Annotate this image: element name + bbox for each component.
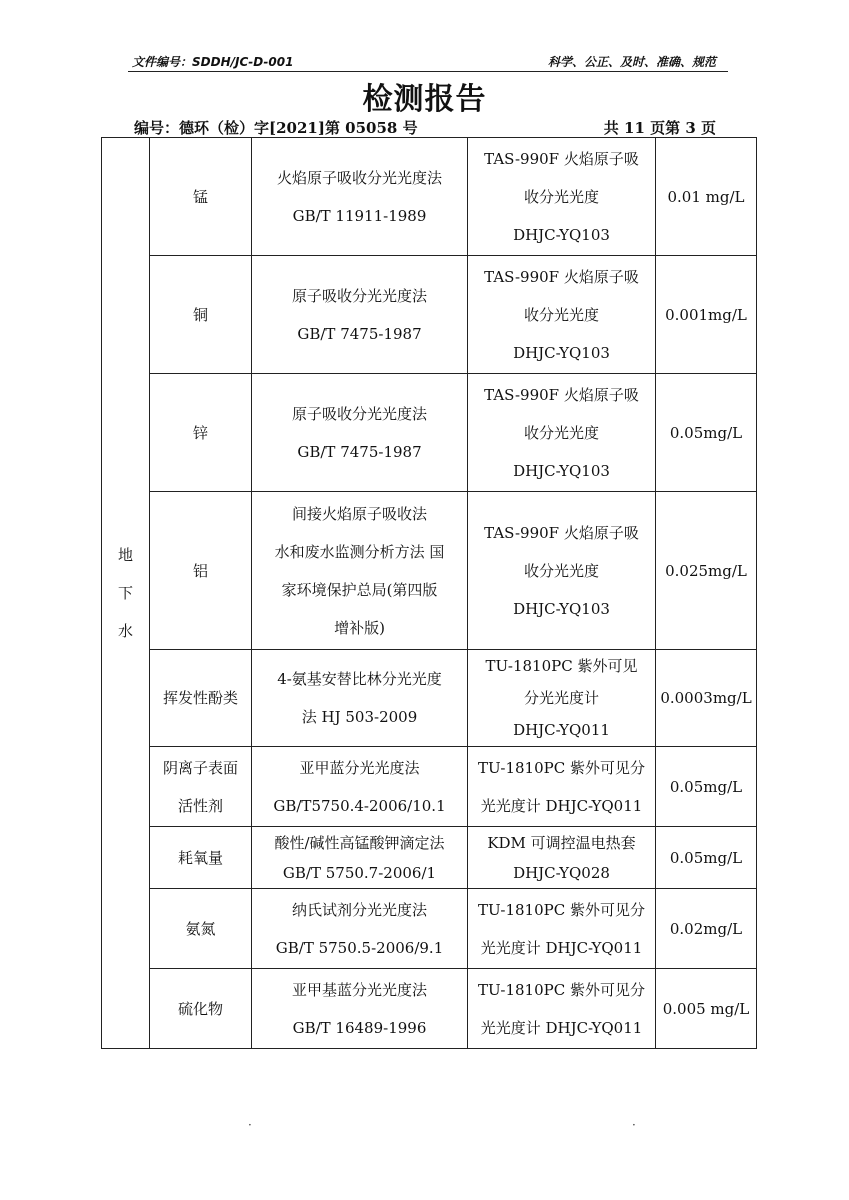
method-cell: 原子吸收分光光度法 GB/T 7475-1987 [252, 256, 468, 374]
limit-cell: 0.025mg/L [656, 492, 757, 650]
file-number: 文件编号：SDDH/JC-D-001 [132, 55, 294, 69]
instrument-cell: TU-1810PC 紫外可见分 光光度计 DHJC-YQ011 [468, 889, 656, 969]
item-cell: 耗氧量 [150, 827, 252, 889]
item-cell: 铜 [150, 256, 252, 374]
item-cell: 氨氮 [150, 889, 252, 969]
report-title: 检测报告 [362, 82, 487, 117]
report-number: 编号：德环（检）字[2021]第 05058 号 [134, 119, 418, 137]
table-row [102, 827, 757, 889]
instrument-cell: TAS-990F 火焰原子吸 收分光光度 DHJC-YQ103 [468, 492, 656, 650]
instrument-cell: TU-1810PC 紫外可见分 光光度计 DHJC-YQ011 [468, 747, 656, 827]
method-cell: 酸性/碱性高锰酸钾滴定法 GB/T 5750.7-2006/1 [252, 827, 468, 889]
category-cell [102, 138, 150, 1049]
table-row [102, 492, 757, 650]
table-row [102, 650, 757, 747]
limit-cell: 0.05mg/L [656, 374, 757, 492]
limit-cell: 0.0003mg/L [656, 650, 757, 747]
instrument-cell: TAS-990F 火焰原子吸 收分光光度 DHJC-YQ103 [468, 374, 656, 492]
page-info: 共 11 页第 3 页 [603, 119, 716, 137]
table-row [102, 747, 757, 827]
item-cell: 硫化物 [150, 969, 252, 1049]
scan-speck: · [632, 1118, 636, 1132]
quality-motto: 科学、公正、及时、准确、规范 [547, 55, 716, 69]
item-cell: 锌 [150, 374, 252, 492]
limit-cell: 0.02mg/L [656, 889, 757, 969]
method-cell: 火焰原子吸收分光光度法 GB/T 11911-1989 [252, 138, 468, 256]
limit-cell: 0.05mg/L [656, 827, 757, 889]
limit-cell: 0.005 mg/L [656, 969, 757, 1049]
method-cell: 间接火焰原子吸收法 水和废水监测分析方法 国 家环境保护总局(第四版 增补版) [252, 492, 468, 650]
instrument-cell: TAS-990F 火焰原子吸 收分光光度 DHJC-YQ103 [468, 256, 656, 374]
test-method-table [101, 137, 757, 1049]
method-cell: 4-氨基安替比林分光光度 法 HJ 503-2009 [252, 650, 468, 747]
item-cell: 挥发性酚类 [150, 650, 252, 747]
category-char: 地 [117, 546, 133, 564]
table-row [102, 138, 757, 256]
method-cell: 亚甲基蓝分光光度法 GB/T 16489-1996 [252, 969, 468, 1049]
instrument-cell: TAS-990F 火焰原子吸 收分光光度 DHJC-YQ103 [468, 138, 656, 256]
table-row [102, 969, 757, 1049]
table-row [102, 889, 757, 969]
limit-cell: 0.05mg/L [656, 747, 757, 827]
instrument-cell: TU-1810PC 紫外可见 分光光度计 DHJC-YQ011 [468, 650, 656, 747]
category-char: 下 [117, 584, 133, 602]
instrument-cell: TU-1810PC 紫外可见分 光光度计 DHJC-YQ011 [468, 969, 656, 1049]
method-cell: 原子吸收分光光度法 GB/T 7475-1987 [252, 374, 468, 492]
item-cell: 锰 [150, 138, 252, 256]
method-cell: 纳氏试剂分光光度法 GB/T 5750.5-2006/9.1 [252, 889, 468, 969]
table-row [102, 256, 757, 374]
limit-cell: 0.01 mg/L [656, 138, 757, 256]
limit-cell: 0.001mg/L [656, 256, 757, 374]
item-cell: 阴离子表面 活性剂 [150, 747, 252, 827]
instrument-cell: KDM 可调控温电热套 DHJC-YQ028 [468, 827, 656, 889]
table-row [102, 374, 757, 492]
method-cell: 亚甲蓝分光光度法 GB/T5750.4-2006/10.1 [252, 747, 468, 827]
header-divider [128, 71, 728, 72]
scan-speck: · [248, 1118, 252, 1132]
item-cell: 铝 [150, 492, 252, 650]
category-char: 水 [117, 622, 133, 640]
